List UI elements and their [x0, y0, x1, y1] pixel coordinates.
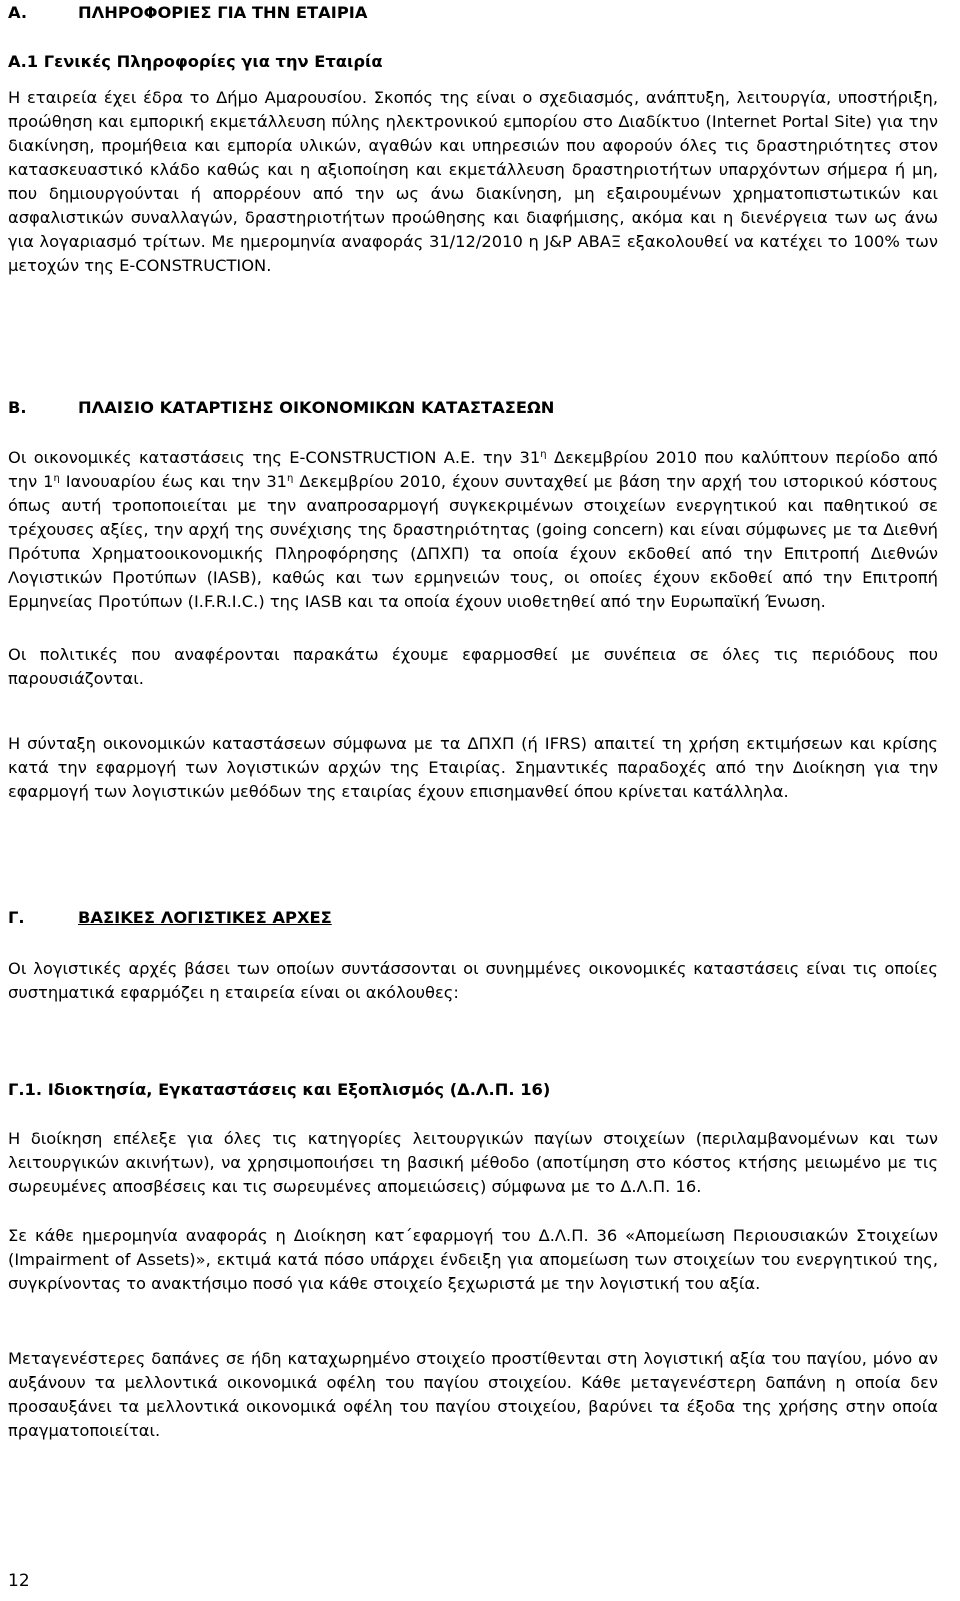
- section-a1-heading: Α.1 Γενικές Πληροφορίες για την Εταιρία: [8, 52, 383, 71]
- section-g1-paragraph-3: Μεταγενέστερες δαπάνες σε ήδη καταχωρημένο στοιχείο προστίθενται στη λογιστική αξία του παγίου, μόνο αν αυξάνουν τα μελλοντικά οικονομικά οφέλη του παγίου στοιχείου. Κάθε μεταγενέστερη δαπάνη η οποία δεν προσαυξάνει τα μελλοντικά οικονομικά οφέλη του παγίου στοιχείου, βαρύνει τα έξοδα της χρήσης στην οποία πραγματοποιείται.: [8, 1349, 938, 1440]
- section-a-heading: [8, 1, 367, 25]
- section-b-paragraph-3: Η σύνταξη οικονομικών καταστάσεων σύμφωνα με τα ΔΠΧΠ (ή IFRS) απαιτεί τη χρήση εκτιμήσεων και κρίσης κατά την εφαρμογή των λογιστικών αρχών της Εταιρίας. Σημαντικές παραδοχές από την Διοίκηση για την εφαρμογή των λογιστικών μεθόδων της εταιρίας έχουν επισημανθεί όπου κρίνεται κατάλληλα.: [8, 734, 938, 801]
- text-run: Ιανουαρίου έως και την 31: [59, 472, 288, 491]
- section-b-heading: [8, 396, 554, 420]
- section-g1-heading: Γ.1. Ιδιοκτησία, Εγκαταστάσεις και Εξοπλισμός (Δ.Λ.Π. 16): [8, 1080, 551, 1099]
- section-b-letter: B.: [8, 398, 27, 417]
- text-run: Δεκεμβρίου 2010 που καλύπτουν περίοδο από την 1: [8, 448, 938, 491]
- page-number: 12: [8, 1571, 30, 1591]
- section-a1-paragraph: Η εταιρεία έχει έδρα το Δήμο Αμαρουσίου. Σκοπός της είναι ο σχεδιασμός, ανάπτυξη, λειτουργία, υποστήριξη, προώθηση και εμπορική εκμετάλλευση πύλης ηλεκτρονικού εμπορίου στο Διαδίκτυο (Internet Portal Site) για την διακίνηση, προμήθεια και εμπορία υλικών, αγαθών και υπηρεσιών που αφορούν όλες τις δραστηριότητες στον κατασκευαστικό κλάδο καθώς και η αξιοποίηση και εκμετάλλευση δραστηριοτήτων υπαρχόντων σήμερα ή μη, που δημιουργούνται ή απορρέουν από την ως άνω διακίνηση, μη εξαιρουμένων χρηματοπιστωτικών και ασφαλιστικών συναλλαγών, δραστηριοτήτων προώθησης και διαφήμισης, ακόμα και η διενέργεια των ως άνω για λογαριασμό τρίτων. Με ημερομηνία αναφοράς 31/12/2010 η J&P ΑΒΑΞ εξακολουθεί να κατέχει το 100% των μετοχών της E-CONSTRUCTION.: [8, 88, 938, 275]
- superscript: η: [287, 473, 294, 484]
- section-b-paragraph-1: [8, 446, 938, 614]
- section-g-letter: Γ.: [8, 908, 25, 927]
- superscript: η: [540, 449, 547, 460]
- section-g-paragraph: Οι λογιστικές αρχές βάσει των οποίων συντάσσονται οι συνημμένες οικονομικές καταστάσεις είναι τις οποίες συστηματικά εφαρμόζει η εταιρεία είναι οι ακόλουθες:: [8, 959, 938, 1002]
- section-b-title: ΠΛΑΙΣΙΟ ΚΑΤΑΡΤΙΣΗΣ ΟΙΚΟΝΟΜΙΚΩΝ ΚΑΤΑΣΤΑΣΕΩΝ: [78, 398, 555, 417]
- section-g1-paragraph-1: Η διοίκηση επέλεξε για όλες τις κατηγορίες λειτουργικών παγίων στοιχείων (περιλαμβανομένων και των λειτουργικών ακινήτων), να χρησιμοποιήσει τη βασική μέθοδο (αποτίμηση στο κόστος κτήσης μειωμένο με τις σωρευμένες αποσβέσεις και τις σωρευμένες απομειώσεις) σύμφωνα με το Δ.Λ.Π. 16.: [8, 1129, 938, 1196]
- text-run: Δεκεμβρίου 2010, έχουν συνταχθεί με βάση την αρχή του ιστορικού κόστους όπως αυτή τροποποιείται με την αναπροσαρμογή συγκεκριμένων στοιχείων ενεργητικού και παθητικού σε τρέχουσες αξίες, την αρχή της συνέχισης της δραστηριότητας (going concern) και είναι σύμφωνες με τα Διεθνή Πρότυπα Χρηματοοικονομικής Πληροφόρησης (ΔΠΧΠ) τα οποία έχουν εκδοθεί από την Επιτροπή Διεθνών Λογιστικών Προτύπων (IASB), καθώς και των ερμηνειών τους, οι οποίες έχουν εκδοθεί από την Επιτροπή Ερμηνείας Προτύπων (I.F.R.I.C.) της IASB και τα οποία έχουν υιοθετηθεί από την Ευρωπαϊκή Ένωση.: [8, 472, 939, 611]
- section-g-title: ΒΑΣΙΚΕΣ ΛΟΓΙΣΤΙΚΕΣ ΑΡΧΕΣ: [78, 908, 332, 927]
- section-b-paragraph-2: Οι πολιτικές που αναφέρονται παρακάτω έχουμε εφαρμοσθεί με συνέπεια σε όλες τις περιόδους που παρουσιάζονται.: [8, 645, 938, 688]
- section-a-letter: A.: [8, 3, 28, 22]
- section-g1-paragraph-2: Σε κάθε ημερομηνία αναφοράς η Διοίκηση κατ΄εφαρμογή του Δ.Λ.Π. 36 «Απομείωση Περιουσιακών Στοιχείων (Impairment of Assets)», εκτιμά κατά πόσο υπάρχει ένδειξη για απομείωση των στοιχείων του ενεργητικού της, συγκρίνοντας το ανακτήσιμο ποσό για κάθε στοιχείο ξεχωριστά με την λογιστική του αξία.: [8, 1226, 938, 1293]
- superscript: η: [53, 473, 60, 484]
- section-a-title: ΠΛΗΡΟΦΟΡΙΕΣ ΓΙΑ ΤΗΝ ΕΤΑΙΡΙΑ: [78, 3, 368, 22]
- section-g-heading: [8, 906, 332, 930]
- text-run: Οι οικονομικές καταστάσεις της E-CONSTRUCTION Α.Ε. την 31: [8, 448, 541, 467]
